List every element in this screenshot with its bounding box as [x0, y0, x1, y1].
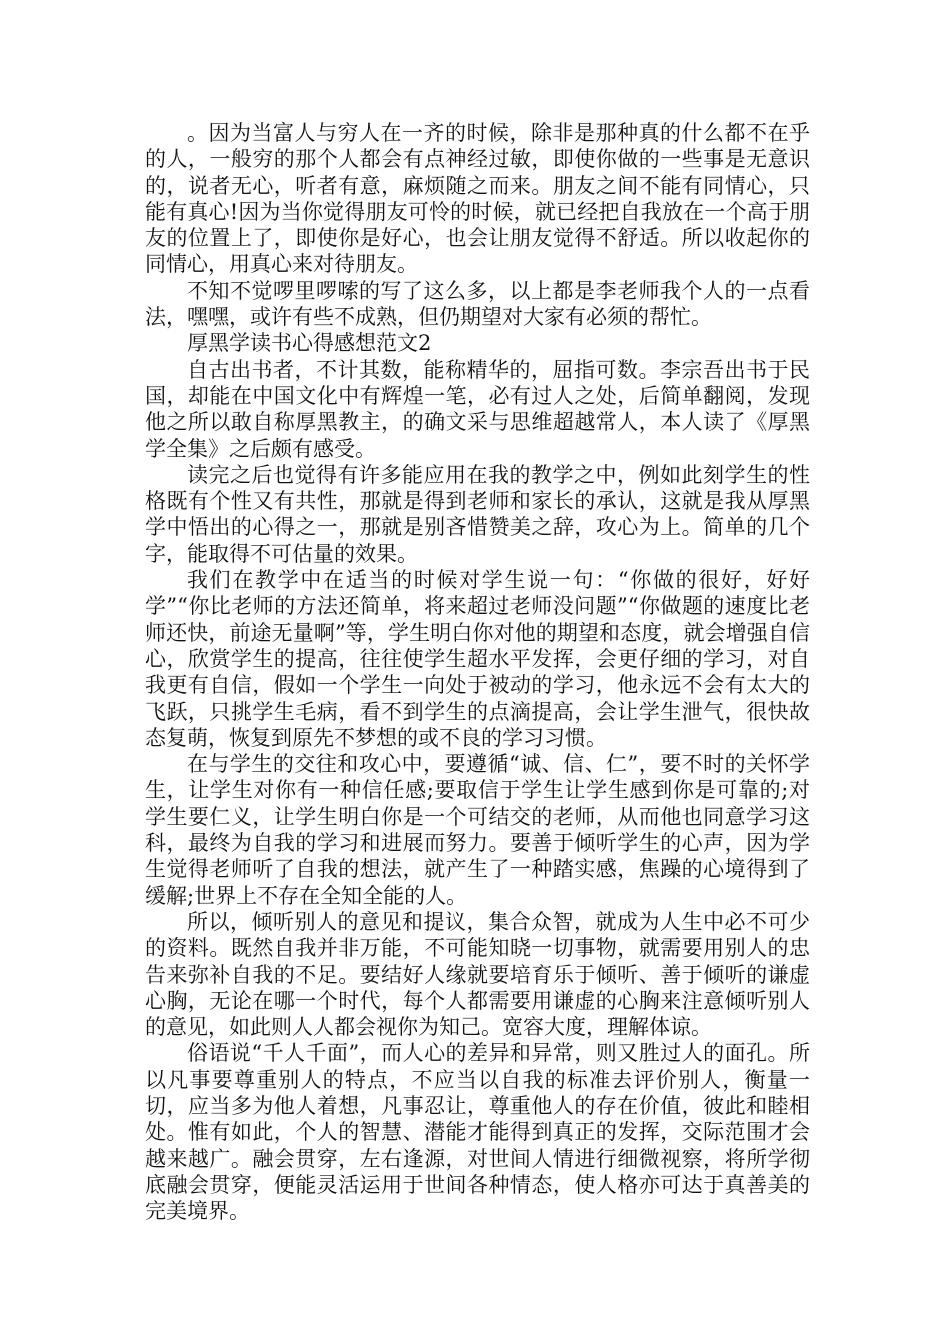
paragraph-encouraging-words: 我们在教学中在适当的时候对学生说一句：“你做的很好，好好学”“你比老师的方法还简单，将来超过老师没问题”“你做题的速度比老师还快，前途无量啊”等，学生明白你对他的期望和态度，就会增强自信心，欣赏学生的提高，往往使学生超水平发挥，会更仔细的学习，对自我更有自信，假如一个学生一向处于被动的学习，他永远不会有太大的飞跃，只挑学生毛病，看不到学生的点滴提高，会让学生泄气，很快故态复萌，恢复到原先不梦想的或不良的学习习惯。	[145, 568, 810, 750]
paragraph-sincerity-trust: 在与学生的交往和攻心中，要遵循“诚、信、仁”，要不时的关怀学生，让学生对你有一种信任感;要取信于学生让学生感到你是可靠的;对学生要仁义，让学生明白你是一个可结交的老师，从而他也同意学习这科，最终为自我的学习和进展而努力。要善于倾听学生的心声，因为学生觉得老师听了自我的想法，就产生了一种踏实感，焦躁的心境得到了缓解;世界上不存在全知全能的人。	[145, 752, 810, 908]
paragraph-praise-students: 读完之后也觉得有许多能应用在我的教学之中，例如此刻学生的性格既有个性又有共性，那就是得到老师和家长的承认，这就是我从厚黑学中悟出的心得之一，那就是别吝惜赞美之辞，攻心为上。简单的几个字，能取得不可估量的效果。	[145, 462, 810, 566]
paragraph-respect-others: 俗语说“千人千面”，而人心的差异和异常，则又胜过人的面孔。所以凡事要尊重别人的特点，不应当以自我的标准去评价别人，衡量一切，应当多为他人着想，凡事忍让，尊重他人的存在价值，彼此和睦相处。惟有如此，个人的智慧、潜能才能得到真正的发挥，交际范围才会越来越广。融会贯穿，左右逢源，对世间人情进行细微视察，将所学彻底融会贯穿，便能灵活运用于世间各种情态，使人格亦可达于真善美的完美境界。	[145, 1041, 810, 1224]
paragraph-listening: 所以，倾听别人的意见和提议，集合众智，就成为人生中必不可少的资料。既然自我并非万能，不可能知晓一切事物，就需要用别人的忠告来弥补自我的不足。要结好人缘就要培育乐于倾听、善于倾听的谦虚心胸，无论在哪一个时代，每个人都需要用谦虚的心胸来注意倾听别人的意见，如此则人人都会视你为知己。宽容大度，理解体谅。	[145, 909, 810, 1040]
paragraph-intro-li-zongwu: 自古出书者，不计其数，能称精华的，屈指可数。李宗吾出书于民国，却能在中国文化中有辉煌一笔，必有过人之处，后简单翻阅，发现他之所以敢自称厚黑教主，的确文采与思维超越常人，本人读了《厚黑学全集》之后颇有感受。	[145, 357, 810, 461]
paragraph-friendship-sympathy: 。因为当富人与穷人在一齐的时候，除非是那种真的什么都不在乎的人，一般穷的那个人都会有点神经过敏，即使你做的一些事是无意识的，说者无心，听者有意，麻烦随之而来。朋友之间不能有同情心，只能有真心!因为当你觉得朋友可怜的时候，就已经把自我放在一个高于朋友的位置上了，即使你是好心，也会让朋友觉得不舒适。所以收起你的同情心，用真心来对待朋友。	[145, 121, 810, 277]
document-page	[145, 120, 810, 1224]
paragraph-closing-remarks: 不知不觉啰里啰嗦的写了这么多，以上都是李老师我个人的一点看法，嘿嘿，或许有些不成熟，但仍期望对大家有必须的帮忙。	[145, 278, 810, 330]
section-heading: 厚黑学读书心得感想范文2	[187, 331, 432, 356]
